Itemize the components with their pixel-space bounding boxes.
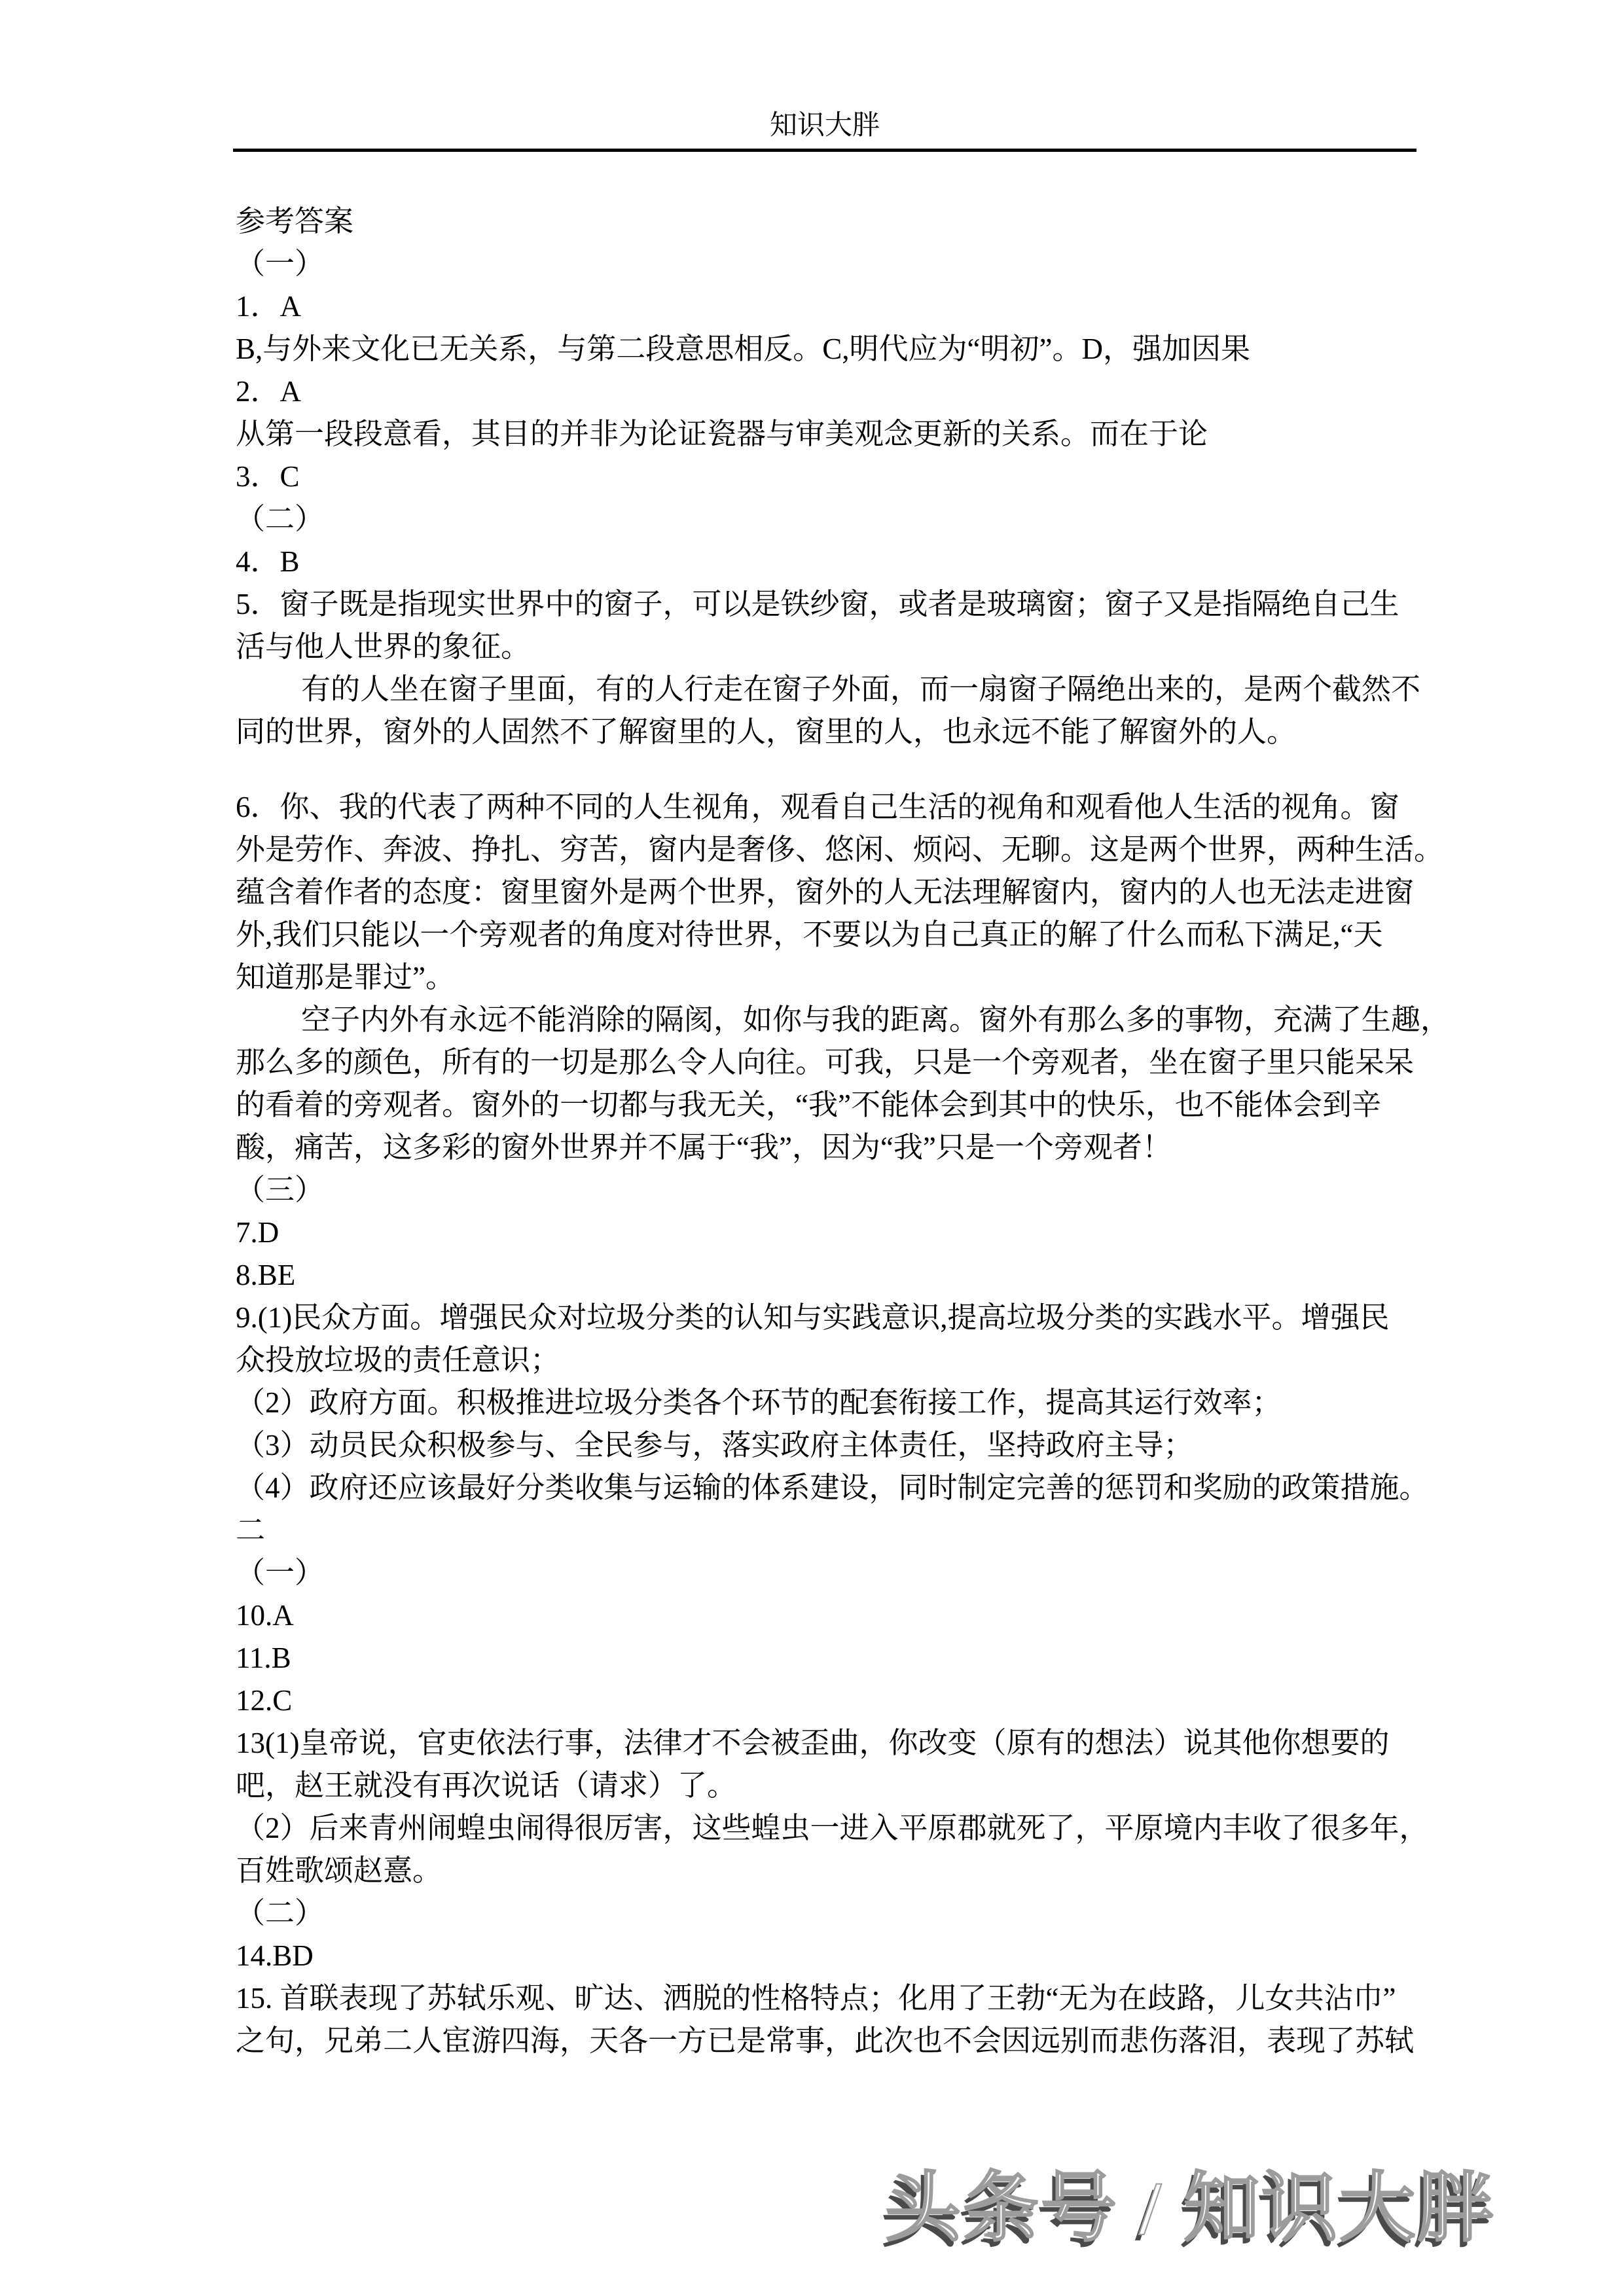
document-line: 百姓歌颂赵憙。 — [236, 1854, 442, 1887]
document-line: 3．C — [236, 460, 300, 493]
document-line: 12.C — [236, 1684, 293, 1717]
document-line: 活与他人世界的象征。 — [236, 630, 531, 663]
document-line: 15. 首联表现了苏轼乐观、旷达、洒脱的性格特点；化用了王勃“无为在歧路，儿女共沾巾” — [236, 1982, 1396, 2015]
document-line: 那么多的颜色，所有的一切是那么令人向往。可我，只是一个旁观者，坐在窗子里只能呆呆 — [236, 1046, 1415, 1079]
document-line: 外是劳作、奔波、挣扎、穷苦，窗内是奢侈、悠闲、烦闷、无聊。这是两个世界，两种生活。 — [236, 833, 1444, 866]
watermark: 头条号 / 知识大胖 — [885, 2167, 1496, 2251]
document-line: 知道那是罪过”。 — [236, 961, 455, 994]
document-line: 2．A — [236, 375, 301, 408]
document-line: （2）政府方面。积极推进垃圾分类各个环节的配套衔接工作，提高其运行效率； — [236, 1386, 1282, 1419]
document-line: 13(1)皇帝说，官吏依法行事，法律才不会被歪曲，你改变（原有的想法）说其他你想要的 — [236, 1727, 1390, 1759]
document-line: （二） — [236, 1897, 325, 1929]
document-line: 5．窗子既是指现实世界中的窗子，可以是铁纱窗，或者是玻璃窗；窗子又是指隔绝自己生 — [236, 588, 1399, 620]
document-line: 众投放垃圾的责任意识； — [236, 1344, 560, 1376]
document-line: （4）政府还应该最好分类收集与运输的体系建设，同时制定完善的惩罚和奖励的政策措施。 — [236, 1471, 1429, 1504]
document-line: （3）动员民众积极参与、全民参与，落实政府主体责任，坚持政府主导； — [236, 1429, 1193, 1462]
document-line: （三） — [236, 1174, 325, 1206]
document-line: 同的世界，窗外的人固然不了解窗里的人，窗里的人，也永远不能了解窗外的人。 — [236, 715, 1297, 748]
document-line: 9.(1)民众方面。增强民众对垃圾分类的认知与实践意识,提高垃圾分类的实践水平。增强民 — [236, 1301, 1390, 1334]
document-line: 空子内外有永远不能消除的隔阂，如你与我的距离。窗外有那么多的事物，充满了生趣， — [301, 1003, 1451, 1036]
document-line: 外,我们只能以一个旁观者的角度对待世界，不要以为自己真正的解了什么而私下满足,“天 — [236, 918, 1383, 951]
document-line: （2）后来青州闹蝗虫闹得很厉害，这些蝗虫一进入平原郡就死了，平原境内丰收了很多年， — [236, 1812, 1429, 1844]
document-line: 之句，兄弟二人宦游四海，天各一方已是常事，此次也不会因远别而悲伤落泪，表现了苏轼 — [236, 2024, 1415, 2057]
document-line: （一） — [236, 1556, 325, 1589]
document-line: 8.BE — [236, 1259, 296, 1291]
document-line: 有的人坐在窗子里面，有的人行走在窗子外面，而一扇窗子隔绝出来的，是两个截然不 — [301, 673, 1421, 706]
document-line: B,与外来文化已无关系，与第二段意思相反。C,明代应为“明初”。D，强加因果 — [236, 332, 1250, 365]
header-divider — [233, 149, 1416, 152]
answers-title: 参考答案 — [236, 205, 354, 238]
document-line: 吧，赵王就没有再次说话（请求）了。 — [236, 1769, 737, 1802]
site-header-title: 知识大胖 — [769, 111, 880, 141]
document-body — [236, 200, 1451, 2062]
document-line: 的看着的旁观者。窗外的一切都与我无关，“我”不能体会到其中的快乐，也不能体会到辛 — [236, 1088, 1381, 1121]
document-line: 二 — [236, 1514, 266, 1547]
document-line: 1．A — [236, 290, 301, 323]
document-line: （二） — [236, 503, 325, 535]
document-line: 7.D — [236, 1216, 280, 1249]
document-line: 10.A — [236, 1599, 294, 1632]
document-line: 14.BD — [236, 1939, 314, 1972]
document-line: 蕴含着作者的态度：窗里窗外是两个世界，窗外的人无法理解窗内，窗内的人也无法走进窗 — [236, 876, 1415, 908]
document-line: 酸，痛苦，这多彩的窗外世界并不属于“我”，因为“我”只是一个旁观者！ — [236, 1131, 1172, 1164]
document-line: 4．B — [236, 545, 300, 578]
document-line: 11.B — [236, 1641, 291, 1674]
document-line: （一） — [236, 247, 325, 280]
document-line: 6．你、我的代表了两种不同的人生视角，观看自己生活的视角和观看他人生活的视角。窗 — [236, 791, 1399, 823]
document-line: 从第一段段意看，其目的并非为论证瓷器与审美观念更新的关系。而在于论 — [236, 418, 1208, 450]
